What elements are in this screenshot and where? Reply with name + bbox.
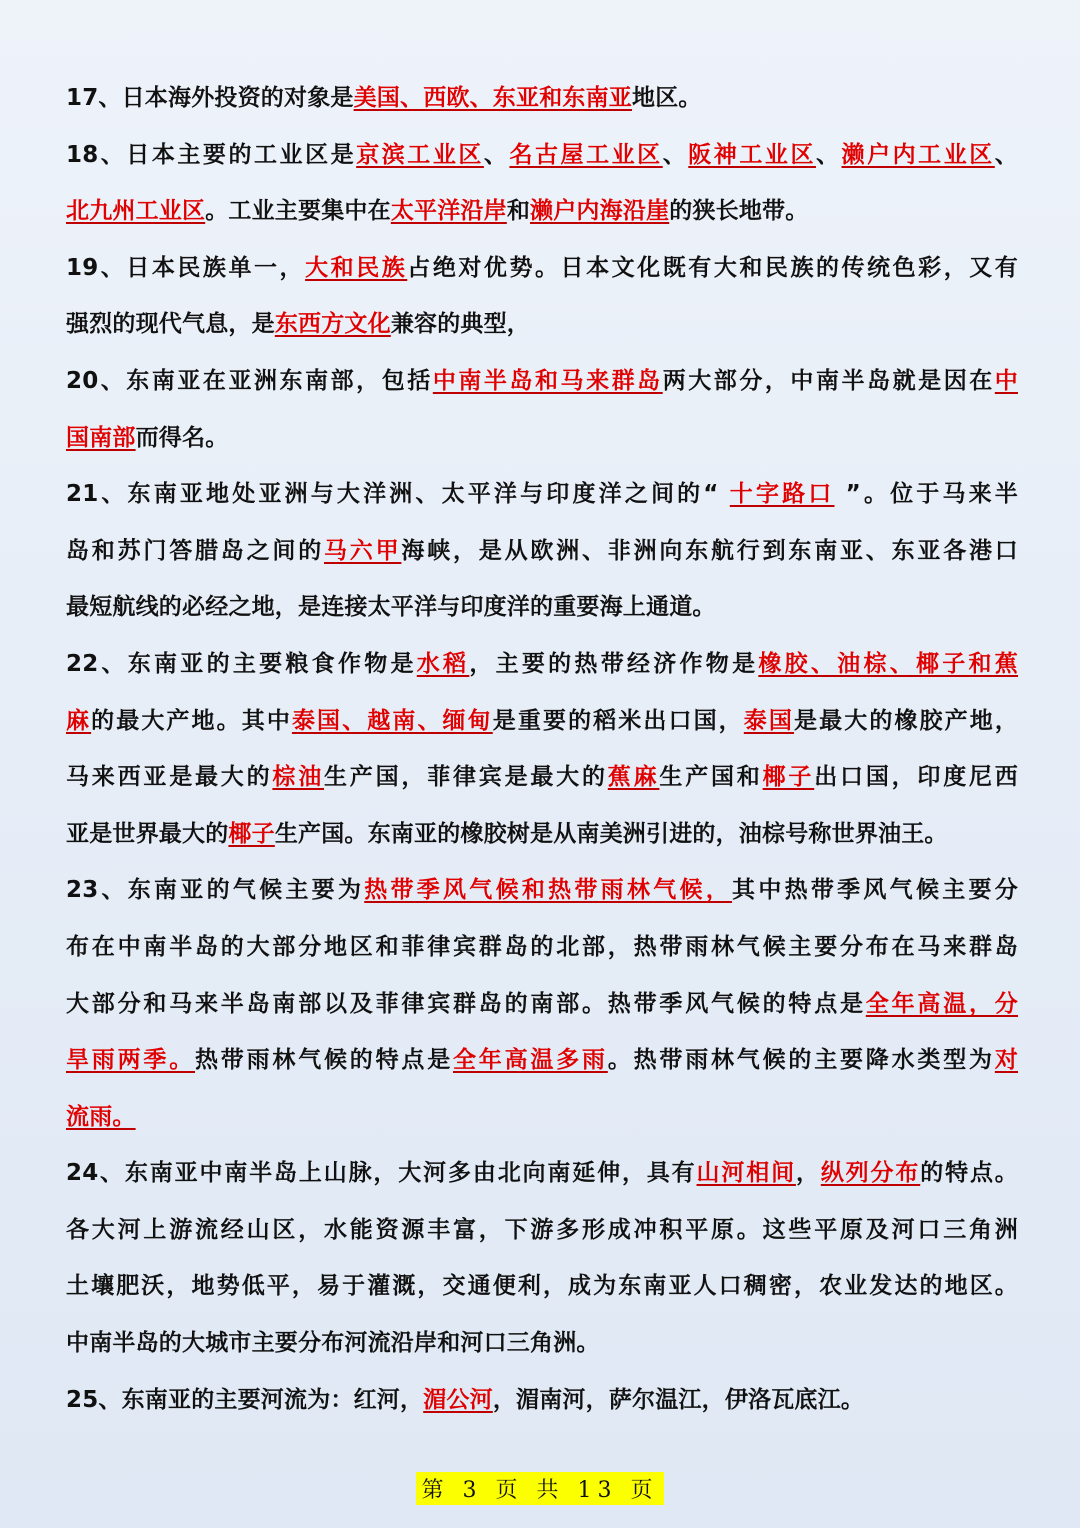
line-text: 。工业主要集中在 [205, 198, 391, 225]
line-text: 其中热带季风气候主要分 [732, 877, 1018, 904]
key-answer: 山河相间 [696, 1160, 796, 1187]
text-line [66, 862, 1018, 919]
key-answer: 泰国 [743, 707, 795, 734]
key-answer: 纵列分布 [820, 1160, 921, 1187]
key-answer: 流雨。 [66, 1103, 136, 1130]
key-answer: 对 [994, 1047, 1019, 1074]
line-text: 20、东南亚在亚洲东南部，包括 [66, 367, 433, 394]
line-text: 占绝对优势。日本文化既有大和民族的传统色彩，又有 [407, 254, 1018, 281]
key-answer: 京滨工业区 [356, 141, 484, 168]
key-answer: 麻 [66, 707, 92, 734]
line-text: 、 [483, 141, 510, 168]
line-text: 马来西亚是最大的 [66, 764, 273, 791]
key-answer: 国南部 [66, 424, 136, 451]
line-text: 17、日本海外投资的对象是 [66, 85, 354, 111]
text-line [66, 240, 1018, 297]
line-text: 出口国，印度尼西 [814, 764, 1019, 791]
text-line [66, 353, 1018, 410]
line-text: 地区。 [632, 85, 702, 111]
line-text: 是重要的稻米出口国， [492, 707, 744, 734]
page-number: 第 3 页 共 13 页 [416, 1472, 665, 1505]
line-text: 是最大的橡胶产地， [794, 707, 1019, 734]
text-line [66, 1315, 1018, 1372]
line-text: 。热带雨林气候的主要降水类型为 [607, 1047, 995, 1074]
key-answer: 棕油 [272, 764, 324, 791]
text-line [66, 296, 1018, 353]
key-answer: 热带季风气候和热带雨林气候， [364, 877, 733, 904]
line-text: 22、东南亚的主要粮食作物是 [66, 650, 417, 677]
line-text: 生产国和 [659, 764, 763, 791]
line-text: 23、东南亚的气候主要为 [66, 877, 365, 904]
line-text: 的狭长地带。 [669, 198, 809, 225]
line-text: 18、日本主要的工业区是 [66, 141, 357, 168]
document-body [66, 70, 1018, 1428]
text-line [66, 1258, 1018, 1315]
line-text: 而得名。 [135, 424, 229, 451]
line-text: 的最大产地。其中 [91, 707, 292, 734]
text-line [66, 70, 1018, 127]
text-line [66, 636, 1018, 693]
text-line [66, 1202, 1018, 1259]
text-line [66, 1372, 1018, 1429]
line-text: 24、东南亚中南半岛上山脉，大河多由北向南延伸，具有 [66, 1160, 697, 1187]
text-line [66, 976, 1018, 1033]
key-answer: 湄公河 [423, 1386, 493, 1413]
line-text: 热带雨林气候的特点是 [195, 1047, 453, 1074]
key-answer: 椰子 [228, 820, 275, 847]
line-text: 岛和苏门答腊岛之间的 [66, 537, 324, 564]
key-answer: 全年高温多雨 [453, 1047, 608, 1074]
key-answer: 大和民族 [305, 254, 408, 281]
key-answer: 名古屋工业区 [509, 141, 663, 168]
line-text: 两大部分，中南半岛就是因在 [662, 367, 995, 394]
line-text: ”。位于马来半 [834, 481, 1018, 508]
line-text: 大部分和马来半岛南部以及菲律宾群岛的南部。热带季风气候的特点是 [66, 990, 866, 1017]
line-text: ，主要的热带经济作物是 [469, 650, 759, 677]
line-text: 最短航线的必经之地，是连接太平洋与印度洋的重要海上通道。 [66, 594, 716, 621]
line-text: 和 [506, 198, 531, 225]
text-line [66, 693, 1018, 750]
key-answer: 十字路口 [729, 481, 835, 508]
line-text: 兼容的典型， [390, 311, 531, 338]
text-line [66, 523, 1018, 580]
key-answer: 蕉麻 [607, 764, 660, 791]
key-answer: 濑户内工业区 [841, 141, 995, 168]
line-text: 25、东南亚的主要河流为：红河， [66, 1386, 424, 1413]
key-answer: 中南半岛和马来群岛 [432, 367, 663, 394]
line-text: 、 [662, 141, 689, 168]
line-text: 布在中南半岛的大部分地区和菲律宾群岛的北部，热带雨林气候主要分布在马来群岛 [66, 933, 1018, 960]
line-text: 海峡，是从欧洲、非洲向东航行到东南亚、东亚各港口 [401, 537, 1018, 564]
text-line [66, 1145, 1018, 1202]
key-answer: 橡胶、油棕、椰子和蕉 [758, 650, 1019, 677]
key-answer: 泰国、越南、缅甸 [291, 707, 493, 734]
key-answer: 北九州工业区 [66, 198, 206, 225]
key-answer: 马六甲 [324, 537, 402, 564]
key-answer: 水稻 [416, 650, 470, 677]
line-text: 生产国。东南亚的橡胶树是从南美洲引进的，油棕号称世界油王。 [274, 820, 948, 847]
text-line [66, 749, 1018, 806]
line-text: 生产国，菲律宾是最大的 [324, 764, 608, 791]
text-line [66, 410, 1018, 467]
key-answer: 中 [994, 367, 1018, 394]
text-line [66, 127, 1018, 184]
page-footer [0, 1472, 1080, 1505]
line-text: 中南半岛的大城市主要分布河流沿岸和河口三角洲。 [66, 1330, 600, 1357]
line-text: 各大河上游流经山区，水能资源丰富，下游多形成冲积平原。这些平原及河口三角洲 [66, 1216, 1018, 1243]
key-answer: 全年高温，分 [865, 990, 1018, 1017]
text-line [66, 1032, 1018, 1089]
text-line [66, 806, 1018, 863]
line-text: 土壤肥沃，地势低平，易于灌溉，交通便利，成为东南亚人口稠密，农业发达的地区。 [66, 1273, 1018, 1300]
line-text: 亚是世界最大的 [66, 820, 229, 847]
key-answer: 濑户内海沿崖 [530, 198, 670, 225]
line-text: 21、东南亚地处亚洲与大洋洲、太平洋与印度洋之间的“ [66, 481, 730, 508]
key-answer: 椰子 [762, 764, 815, 791]
text-line [66, 919, 1018, 976]
text-line [66, 579, 1018, 636]
line-text: 强烈的现代气息，是 [66, 311, 275, 338]
key-answer: 太平洋沿岸 [390, 198, 507, 225]
key-answer: 阪神工业区 [688, 141, 816, 168]
line-text: 、 [994, 141, 1018, 168]
line-text: 19、日本民族单一， [66, 254, 306, 281]
key-answer: 东西方文化 [274, 311, 391, 338]
key-answer: 旱雨两季。 [66, 1047, 195, 1074]
text-line [66, 1089, 1018, 1146]
line-text: 的特点。 [920, 1160, 1018, 1187]
line-text: ， [795, 1160, 821, 1187]
key-answer: 美国、西欧、东亚和东南亚 [353, 85, 633, 111]
line-text: 、 [815, 141, 842, 168]
line-text: ，湄南河，萨尔温江，伊洛瓦底江。 [492, 1386, 865, 1413]
text-line [66, 466, 1018, 523]
text-line [66, 183, 1018, 240]
